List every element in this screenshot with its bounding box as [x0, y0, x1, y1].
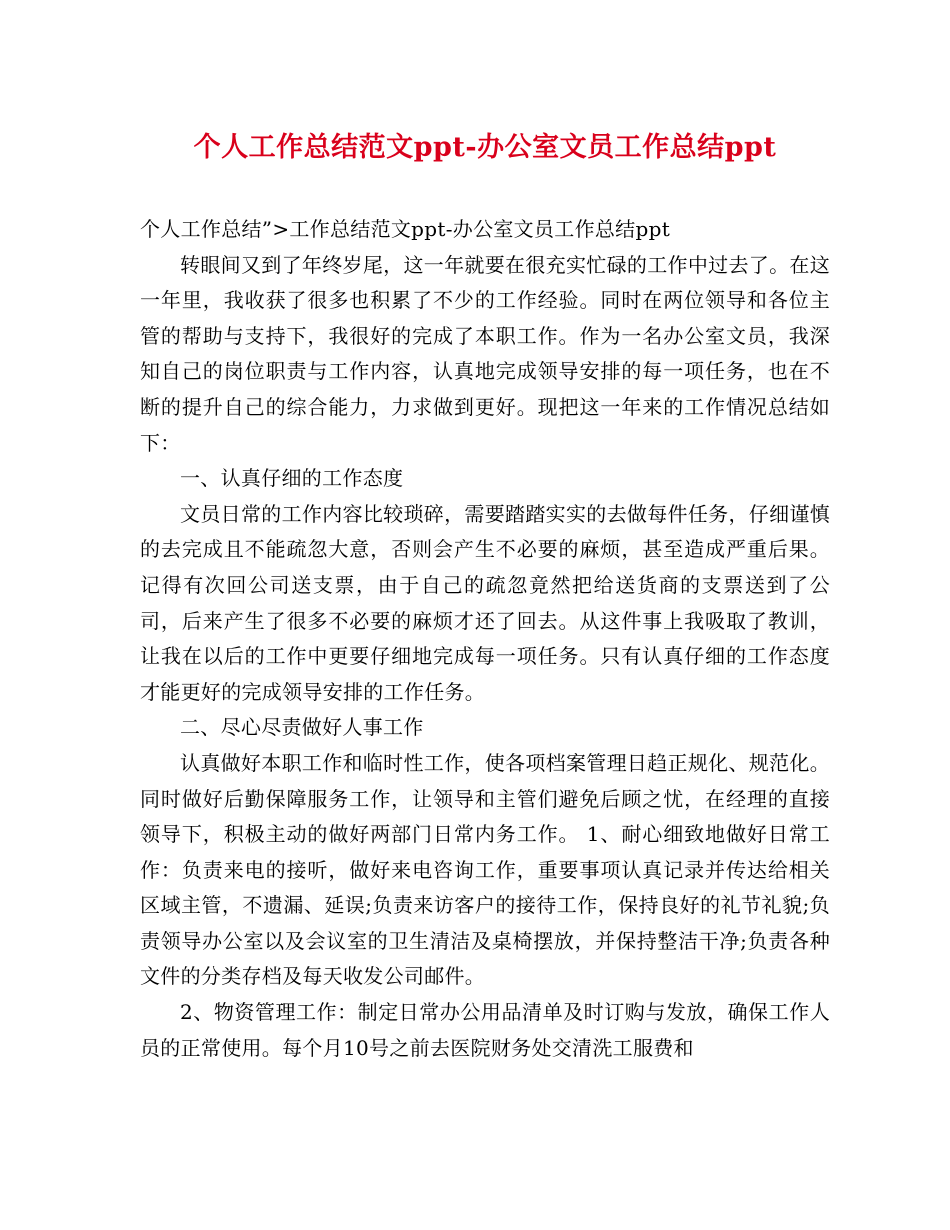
paragraph-section-2: 认真做好本职工作和临时性工作，使各项档案管理日趋正规化、规范化。同时做好后勤保障服务工作，让领导和主管们避免后顾之忧，在经理的直接领导下，积极主动的做好两部门日常内务工作。 1、耐心细致地做好日常工作：负责来电的接听，做好来电咨询工作，重要事项认真记录并传达给相关区域主管，不遗漏、延误;负责来访客户的接待工作，保持良好的礼节礼貌;负责领导办公室以及会议室的卫生清洁及桌椅摆放，并保持整洁干净;负责各种文件的分类存档及每天收发公司邮件。	[140, 750, 830, 989]
document-title: 个人工作总结范文ppt-办公室文员工作总结ppt	[193, 132, 777, 163]
breadcrumb-line: 个人工作总结”>工作总结范文ppt-办公室文员工作总结ppt	[140, 217, 671, 241]
paragraph-materials: 2、物资管理工作：制定日常办公用品清单及时订购与发放，确保工作人员的正常使用。每个月10号之前去医院财务处交清洗工服费和	[140, 1000, 830, 1060]
paragraph-section-1: 文员日常的工作内容比较琐碎，需要踏踏实实的去做每件任务，仔细谨慎的去完成且不能疏忽大意，否则会产生不必要的麻烦，甚至造成严重后果。记得有次回公司送支票，由于自己的疏忽竟然把给送货商的支票送到了公司，后来产生了很多不必要的麻烦才还了回去。从这件事上我吸取了教训，让我在以后的工作中更要仔细地完成每一项任务。只有认真仔细的工作态度才能更好的完成领导安排的工作任务。	[140, 501, 830, 704]
paragraph-intro: 转眼间又到了年终岁尾，这一年就要在很充实忙碌的工作中过去了。在这一年里，我收获了很多也积累了不少的工作经验。同时在两位领导和各位主管的帮助与支持下，我很好的完成了本职工作。作为一名办公室文员，我深知自己的岗位职责与工作内容，认真地完成领导安排的每一项任务，也在不断的提升自己的综合能力，力求做到更好。现把这一年来的工作情况总结如下：	[140, 252, 830, 455]
section-heading-1: 一、认真仔细的工作态度	[180, 466, 404, 491]
document-body	[140, 212, 830, 1066]
section-heading-2: 二、尽心尽责做好人事工作	[180, 715, 424, 740]
